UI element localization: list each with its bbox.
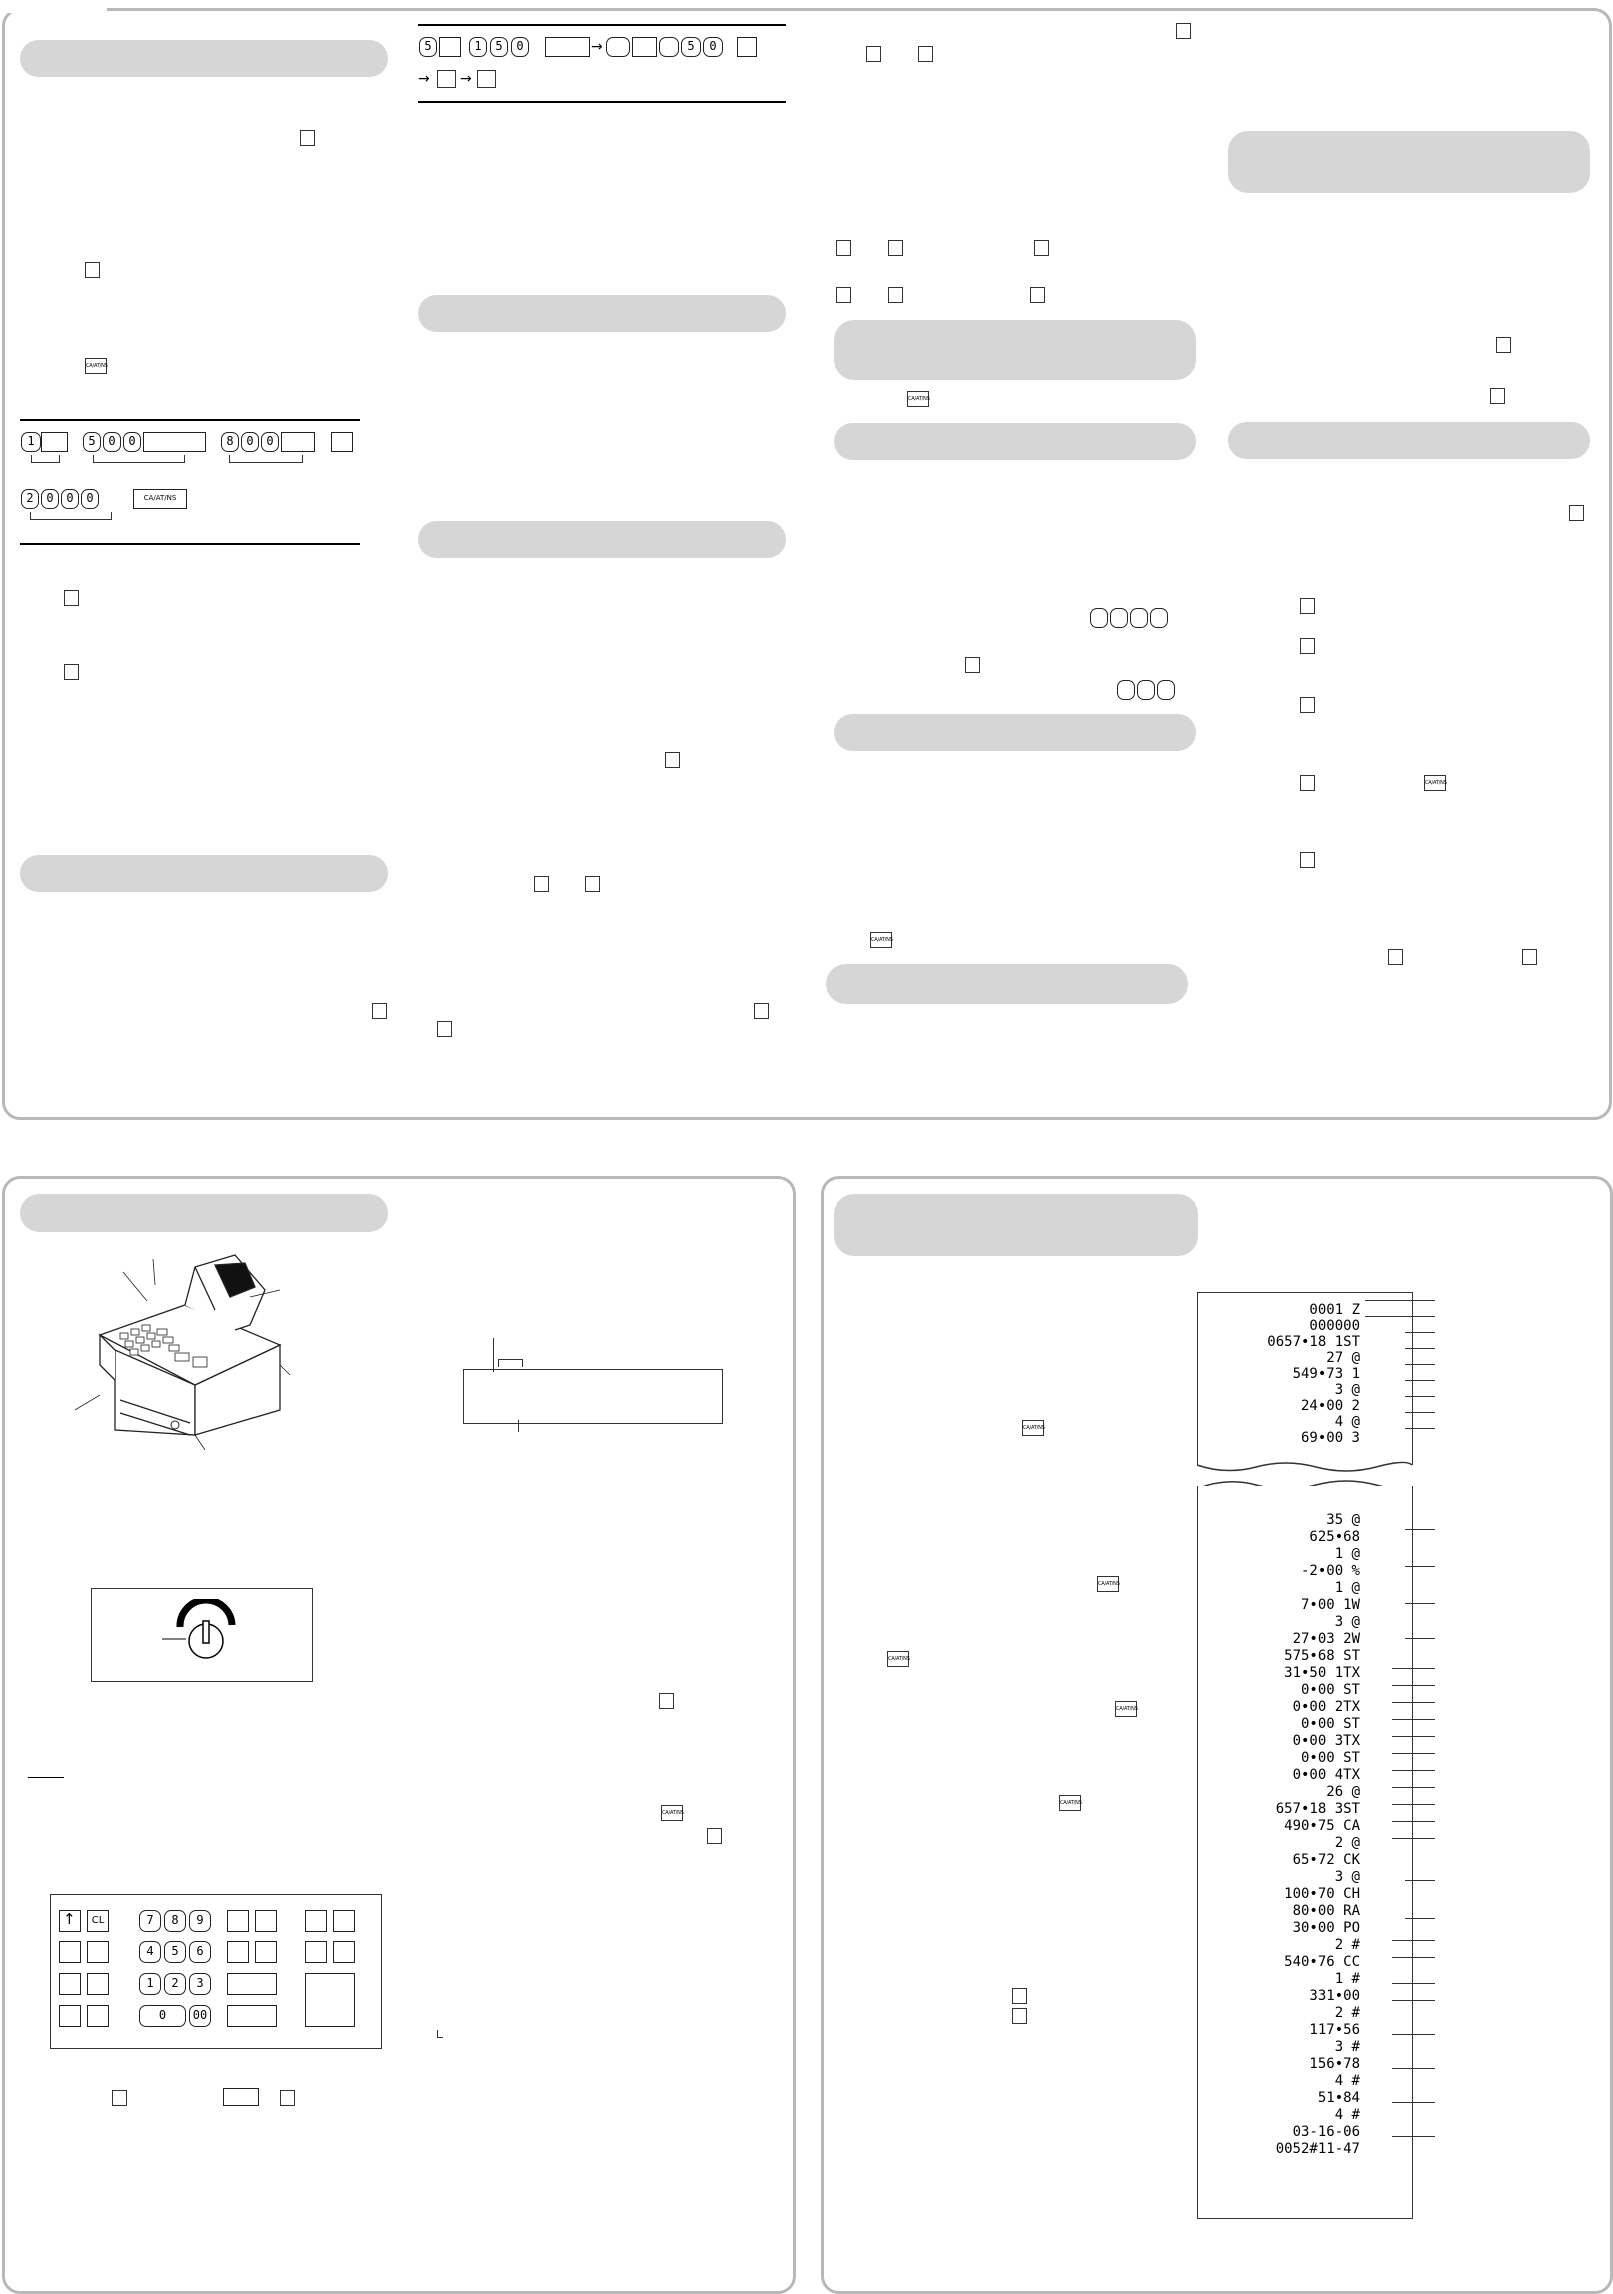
blank-key xyxy=(305,1941,327,1963)
leader-line xyxy=(1392,1702,1435,1703)
receipt-line: 26 @ xyxy=(1326,1784,1360,1800)
receipt-line: 156•78 xyxy=(1309,2056,1360,2072)
key-box xyxy=(754,1003,769,1019)
key-box xyxy=(372,1003,387,1019)
blank-round-key xyxy=(1157,680,1175,700)
blank-key xyxy=(87,2005,109,2027)
numeric-key: 0 xyxy=(703,37,723,57)
numeric-key: 2 xyxy=(164,1973,186,1995)
numeric-key: 5 xyxy=(164,1941,186,1963)
receipt-line: 65•72 CK xyxy=(1292,1852,1360,1868)
blank-key xyxy=(143,432,206,452)
example-rule-top xyxy=(418,24,786,26)
section-header-bar xyxy=(826,964,1188,1004)
key-box xyxy=(888,240,903,256)
ca-at-ns-key: CA/AT/NS xyxy=(85,358,107,374)
display-window xyxy=(463,1369,723,1424)
leader-line xyxy=(1405,1529,1435,1530)
key-box xyxy=(1300,598,1315,614)
short-underline xyxy=(28,1777,64,1778)
ca-at-ns-key: CA/AT/NS xyxy=(1115,1701,1137,1717)
numeric-key: 7 xyxy=(139,1910,161,1932)
key-box xyxy=(1569,505,1584,521)
blank-key xyxy=(255,1910,277,1932)
numeric-key: 5 xyxy=(490,37,508,57)
numeric-key: 2 xyxy=(21,489,39,509)
section-header-bar xyxy=(418,295,786,332)
key-box xyxy=(1300,775,1315,791)
receipt-line: 3 # xyxy=(1334,2039,1360,2055)
receipt-line: -2•00 % xyxy=(1300,1563,1360,1579)
blank-key xyxy=(227,1973,277,1995)
section-header-bar xyxy=(834,320,1196,380)
receipt-line: 100•70 CH xyxy=(1284,1886,1360,1902)
display-pointer-line xyxy=(493,1338,494,1372)
leader-line xyxy=(1405,1880,1435,1881)
leader-line xyxy=(1392,1753,1435,1754)
example-rule-top xyxy=(20,419,360,421)
arrow-right-icon: → xyxy=(460,71,472,87)
numeric-key: 0 xyxy=(81,489,99,509)
receipt-line: 51•84 xyxy=(1317,2090,1360,2106)
receipt-line: 3 @ xyxy=(1334,1869,1360,1885)
blank-key xyxy=(41,432,68,452)
leader-line xyxy=(1405,1380,1435,1381)
blank-round-key xyxy=(1137,680,1155,700)
blank-key xyxy=(632,37,657,57)
receipt-line: 575•68 ST xyxy=(1284,1648,1360,1664)
receipt-line: 2 # xyxy=(1334,2005,1360,2021)
leader-line xyxy=(1392,1821,1435,1822)
receipt-line: 1 @ xyxy=(1334,1580,1360,1596)
bracket xyxy=(31,455,60,463)
receipt-line: 1 @ xyxy=(1334,1546,1360,1562)
key-box xyxy=(534,876,549,892)
leader-line xyxy=(1392,1685,1435,1686)
receipt-line: 331•00 xyxy=(1309,1988,1360,2004)
blank-key xyxy=(305,1910,327,1932)
numeric-key: 5 xyxy=(419,37,437,57)
key-box xyxy=(918,46,933,62)
blank-key xyxy=(305,1973,355,2027)
receipt-line: 2 @ xyxy=(1334,1835,1360,1851)
section-header-bar xyxy=(1228,131,1590,193)
key-box xyxy=(1522,949,1537,965)
section-header-bar xyxy=(834,714,1196,751)
leader-line xyxy=(1392,1787,1435,1788)
arrow-right-icon: → xyxy=(591,39,603,55)
receipt-line: 0•00 2TX xyxy=(1292,1699,1360,1715)
leader-line xyxy=(1405,1396,1435,1397)
key-box xyxy=(300,130,315,146)
receipt-line: 117•56 xyxy=(1309,2022,1360,2038)
ca-at-ns-key: CA/AT/NS xyxy=(1097,1576,1119,1592)
blank-key xyxy=(333,1910,355,1932)
receipt-line: 1 # xyxy=(1334,1971,1360,1987)
leader-line xyxy=(1392,1770,1435,1771)
blank-key xyxy=(59,2005,81,2027)
receipt-line: 27•03 2W xyxy=(1292,1631,1360,1647)
double-zero-key: 00 xyxy=(189,2005,211,2027)
receipt-line: 657•18 3ST xyxy=(1275,1801,1360,1817)
leader-line xyxy=(1392,2000,1435,2001)
display-pointer-line xyxy=(518,1420,519,1432)
ca-at-ns-key: CA/AT/NS xyxy=(907,391,929,407)
numeric-key: 5 xyxy=(681,37,701,57)
key-box xyxy=(707,1828,722,1844)
numeric-key: 0 xyxy=(103,432,121,452)
key-box xyxy=(1300,638,1315,654)
section-header-bar xyxy=(418,521,786,558)
numeric-key: 3 xyxy=(189,1973,211,1995)
receipt-line: 0•00 ST xyxy=(1300,1682,1360,1698)
ca-at-ns-key: CA/AT/NS xyxy=(1424,775,1446,791)
numeric-key: 0 xyxy=(61,489,79,509)
leader-line xyxy=(1392,2136,1435,2137)
leader-line xyxy=(1405,1428,1435,1429)
key-box xyxy=(1490,388,1505,404)
receipt-line: 35 @ xyxy=(1326,1512,1360,1528)
numeric-key: 0 xyxy=(241,432,259,452)
up-arrow-label: ↑ xyxy=(63,1910,76,1928)
blank-round-key xyxy=(1110,608,1128,628)
blank-key xyxy=(255,1941,277,1963)
bracket xyxy=(229,455,303,463)
mode-switch-box xyxy=(91,1588,313,1682)
receipt-line: 80•00 RA xyxy=(1292,1903,1360,1919)
receipt-line: 000000 xyxy=(1309,1318,1360,1334)
key-box xyxy=(1012,1988,1027,2004)
display-pointer-line xyxy=(522,1359,523,1367)
zero-key: 0 xyxy=(139,2005,186,2027)
receipt-line: 0052#11-47 xyxy=(1275,2141,1360,2157)
leader-line xyxy=(1365,1316,1435,1317)
leader-line xyxy=(1392,2034,1435,2035)
numeric-key: 8 xyxy=(221,432,239,452)
key-box xyxy=(585,876,600,892)
key-box xyxy=(1012,2008,1027,2024)
blank-key xyxy=(59,1941,81,1963)
receipt-line: 4 # xyxy=(1334,2107,1360,2123)
key-box xyxy=(866,46,881,62)
section-header-bar xyxy=(20,855,388,892)
leader-line xyxy=(1392,1719,1435,1720)
receipt-line: 4 @ xyxy=(1334,1414,1360,1430)
leader-line xyxy=(1392,1668,1435,1669)
key-box xyxy=(836,240,851,256)
key-box xyxy=(1388,949,1403,965)
receipt-line: 3 @ xyxy=(1334,1382,1360,1398)
numeric-key: 4 xyxy=(139,1941,161,1963)
leader-line xyxy=(1392,2068,1435,2069)
blank-round-key xyxy=(1090,608,1108,628)
receipt-line: 3 @ xyxy=(1334,1614,1360,1630)
numeric-key: 1 xyxy=(469,37,487,57)
receipt-line: 0657•18 1ST xyxy=(1267,1334,1360,1350)
receipt-line: 490•75 CA xyxy=(1284,1818,1360,1834)
section-header-bar xyxy=(1228,422,1590,459)
receipt-line: 2 # xyxy=(1334,1937,1360,1953)
leader-line xyxy=(1405,1603,1435,1604)
leader-line xyxy=(1392,1940,1435,1941)
leader-line xyxy=(1392,1804,1435,1805)
receipt-line: 03-16-06 xyxy=(1292,2124,1360,2140)
blank-key xyxy=(737,37,757,57)
numeric-key: 0 xyxy=(123,432,141,452)
receipt-line: 0•00 3TX xyxy=(1292,1733,1360,1749)
mode-key-icon xyxy=(162,1599,252,1669)
ca-at-ns-key: CA/AT/NS xyxy=(870,932,892,948)
receipt-line: 31•50 1TX xyxy=(1284,1665,1360,1681)
key-box xyxy=(1496,337,1511,353)
bracket xyxy=(93,455,185,463)
key-box xyxy=(85,262,100,278)
leader-line xyxy=(1405,1332,1435,1333)
display-pointer-line xyxy=(498,1359,499,1367)
numeric-key: 1 xyxy=(139,1973,161,1995)
section-header-bar xyxy=(20,40,388,77)
key-box xyxy=(437,70,456,88)
blank-round-key xyxy=(1117,680,1135,700)
blank-key xyxy=(439,37,461,57)
report-receipt-bottom xyxy=(1197,1486,1413,2219)
ca-at-ns-key: CA/AT/NS xyxy=(1022,1420,1044,1436)
receipt-line: 549•73 1 xyxy=(1292,1366,1360,1382)
leader-line xyxy=(1392,1957,1435,1958)
ca-at-ns-key: CA/AT/NS xyxy=(1059,1795,1081,1811)
corner-mark xyxy=(437,2030,443,2038)
leader-line xyxy=(1392,1983,1435,1984)
receipt-line: 69•00 3 xyxy=(1300,1430,1360,1446)
report-receipt-top xyxy=(1197,1292,1413,1465)
numeric-key: 5 xyxy=(83,432,101,452)
receipt-line: 24•00 2 xyxy=(1300,1398,1360,1414)
key-box xyxy=(1034,240,1049,256)
ca-at-ns-key: CA/AT/NS xyxy=(661,1805,683,1821)
key-box xyxy=(665,752,680,768)
key-box xyxy=(112,2090,127,2106)
key-box xyxy=(64,590,79,606)
section-header-bar xyxy=(834,423,1196,460)
arrow-right-icon: → xyxy=(418,71,430,87)
receipt-line: 4 # xyxy=(1334,2073,1360,2089)
key-box xyxy=(965,657,980,673)
key-box xyxy=(659,1693,674,1709)
key-box xyxy=(836,287,851,303)
numeric-key: 9 xyxy=(189,1910,211,1932)
numeric-key: 8 xyxy=(164,1910,186,1932)
blank-key xyxy=(227,1941,249,1963)
key-box xyxy=(1300,852,1315,868)
section-header-bar xyxy=(834,1194,1198,1256)
cl-key: CL xyxy=(87,1910,109,1932)
numeric-key: 1 xyxy=(21,432,41,452)
ca-at-ns-key: CA/AT/NS xyxy=(133,489,187,509)
key-box xyxy=(888,287,903,303)
numeric-key: 0 xyxy=(261,432,279,452)
leader-line xyxy=(1405,1918,1435,1919)
section-header-bar xyxy=(20,1194,388,1232)
leader-line xyxy=(1392,2102,1435,2103)
key-box xyxy=(437,1021,452,1037)
receipt-line: 0•00 ST xyxy=(1300,1716,1360,1732)
bracket xyxy=(30,512,112,520)
receipt-line: 0•00 4TX xyxy=(1292,1767,1360,1783)
ca-at-ns-key: CA/AT/NS xyxy=(887,1651,909,1667)
blank-key xyxy=(331,432,353,452)
key-box xyxy=(280,2090,295,2106)
blank-round-key xyxy=(1150,608,1168,628)
key-box xyxy=(1030,287,1045,303)
receipt-line: 7•00 1W xyxy=(1300,1597,1360,1613)
blank-key xyxy=(545,37,590,57)
receipt-line: 0•00 ST xyxy=(1300,1750,1360,1766)
leader-line xyxy=(1405,1566,1435,1567)
blank-key xyxy=(281,432,315,452)
leader-line xyxy=(1405,1412,1435,1413)
cash-register-illustration xyxy=(75,1245,305,1450)
leader-line xyxy=(1392,1736,1435,1737)
key-box xyxy=(1300,697,1315,713)
numeric-key: 0 xyxy=(511,37,529,57)
blank-key xyxy=(227,2005,277,2027)
blank-key xyxy=(87,1973,109,1995)
example-rule-bottom xyxy=(418,101,786,103)
leader-line xyxy=(1405,1638,1435,1639)
blank-round-key xyxy=(1130,608,1148,628)
receipt-line: 27 @ xyxy=(1326,1350,1360,1366)
blank-key xyxy=(333,1941,355,1963)
blank-key xyxy=(59,1973,81,1995)
example-rule-bottom xyxy=(20,543,360,545)
numeric-key xyxy=(659,37,679,57)
display-pointer-line xyxy=(498,1359,522,1360)
leader-line xyxy=(1365,1300,1435,1301)
receipt-line: 625•68 xyxy=(1309,1529,1360,1545)
receipt-line: 540•76 CC xyxy=(1284,1954,1360,1970)
leader-line xyxy=(1405,1348,1435,1349)
key-box xyxy=(64,664,79,680)
blank-key xyxy=(223,2088,259,2106)
blank-key xyxy=(227,1910,249,1932)
key-box xyxy=(1176,23,1191,39)
keyboard-layout xyxy=(50,1894,382,2049)
key-box xyxy=(477,70,496,88)
numeric-key: 0 xyxy=(41,489,59,509)
numeric-key: 6 xyxy=(189,1941,211,1963)
receipt-line: 0001 Z xyxy=(1309,1302,1360,1318)
leader-line xyxy=(1405,1364,1435,1365)
leader-line xyxy=(1392,1838,1435,1839)
numeric-key xyxy=(606,37,630,57)
blank-key xyxy=(87,1941,109,1963)
receipt-line: 30•00 PO xyxy=(1292,1920,1360,1936)
